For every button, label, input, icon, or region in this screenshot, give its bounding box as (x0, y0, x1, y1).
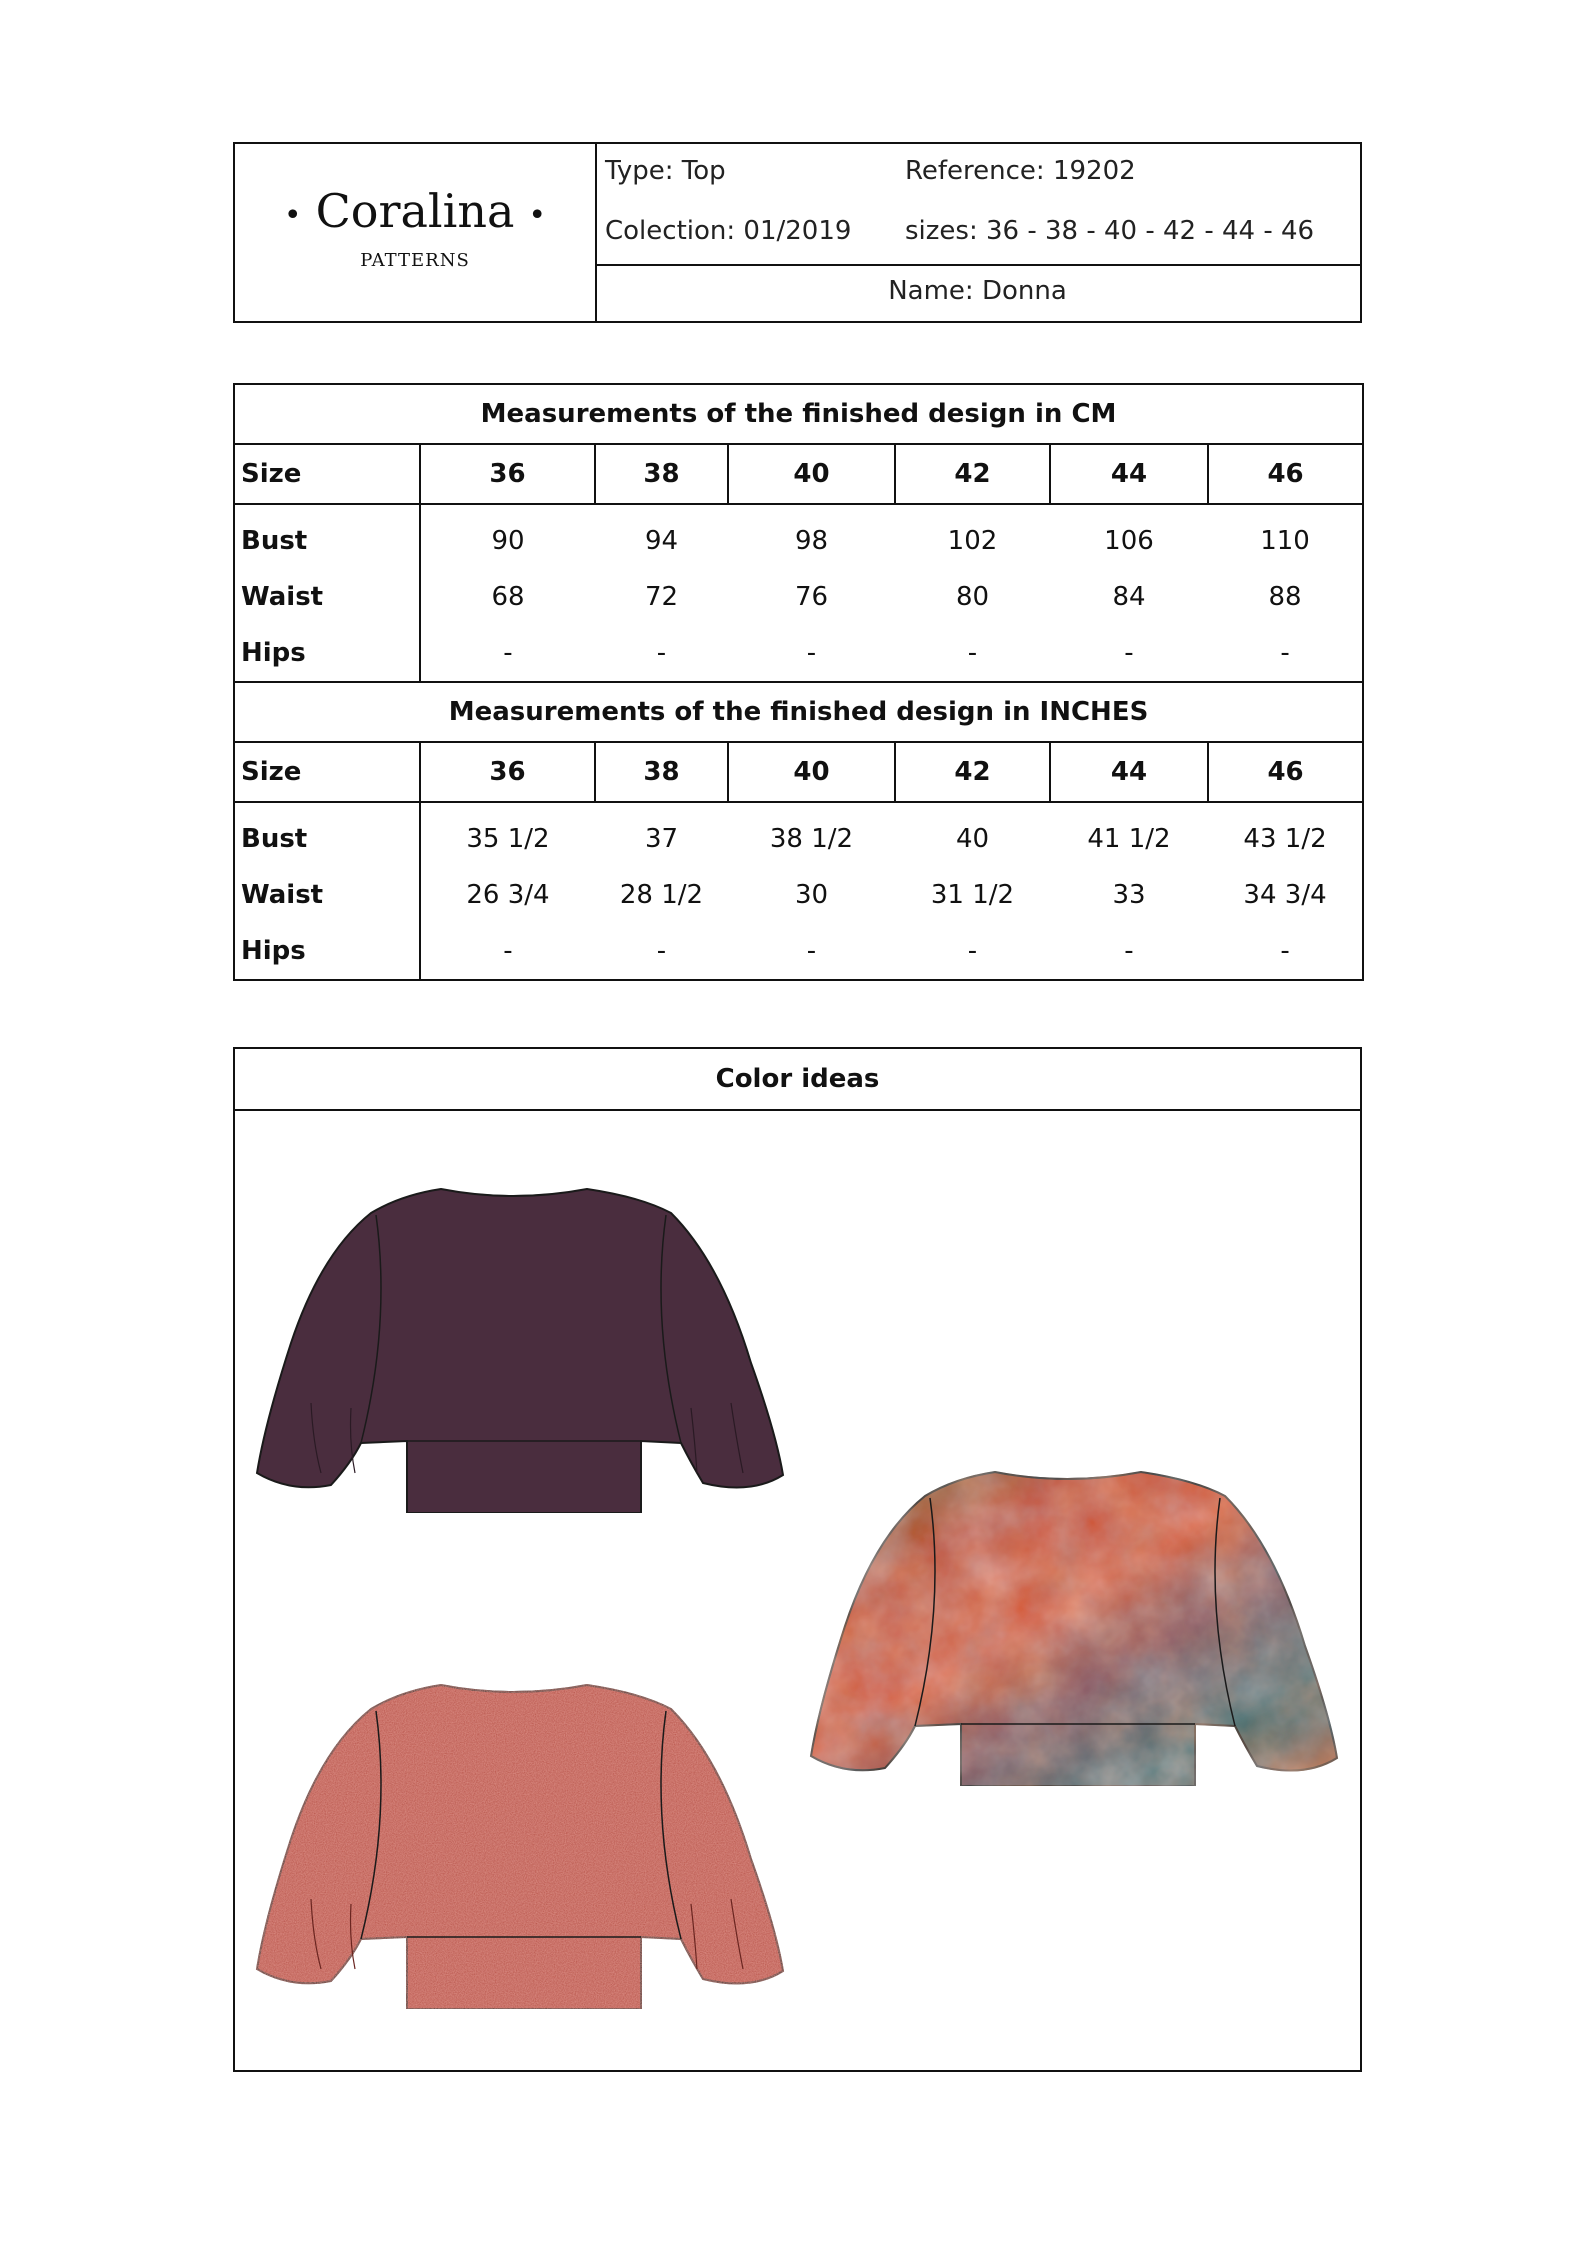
cell: - (1050, 923, 1208, 980)
cell: 80 (955, 582, 990, 612)
cell: - (1208, 923, 1363, 980)
cm-table-title: Measurements of the finished design in CM (234, 384, 1363, 444)
cell: 102 (947, 526, 998, 556)
cell: 37 (644, 824, 679, 854)
inches-size-cell: 36 (420, 742, 595, 802)
cell: 35 1/2 (466, 824, 550, 854)
header-divider (595, 264, 1360, 266)
inches-table-title: Measurements of the finished design in INCHES (234, 682, 1363, 742)
cm-hips-row (234, 625, 1363, 682)
cell: - (728, 625, 895, 682)
cell: - (420, 625, 595, 682)
inches-size-label: Size (234, 742, 420, 802)
cell: - (895, 625, 1050, 682)
plum-top-sketch (251, 1173, 791, 1513)
cell: 26 3/4 (466, 880, 550, 910)
measurements-table (233, 383, 1364, 981)
logo-cell (235, 144, 597, 321)
cell: 94 (644, 526, 679, 556)
cell: 28 1/2 (619, 880, 704, 910)
cell: 43 1/2 (1208, 802, 1363, 867)
brand-logo (235, 184, 595, 238)
brand-dot-left: • (283, 197, 302, 233)
glitter-top-sketch (251, 1669, 791, 2009)
inches-size-cell: 40 (728, 742, 895, 802)
brand-subtitle: PATTERNS (360, 250, 470, 271)
cell: - (595, 625, 728, 682)
row-label: Bust (234, 504, 420, 569)
row-label: Hips (234, 625, 420, 682)
inches-hips-row (234, 923, 1363, 980)
row-label: Hips (234, 923, 420, 980)
cell: - (420, 923, 595, 980)
brand-dot-right: • (528, 197, 547, 233)
cm-size-cell: 42 (895, 444, 1050, 504)
cell: 90 (491, 526, 525, 556)
inches-size-cell: 38 (595, 742, 728, 802)
reference-label: Reference: 19202 (905, 156, 1136, 186)
row-label: Bust (234, 802, 420, 867)
header-box (233, 142, 1362, 323)
cm-size-cell: 38 (595, 444, 728, 504)
print-body (811, 1472, 1337, 1786)
print-top-sketch (801, 1456, 1349, 1786)
cell: 76 (794, 582, 829, 612)
name-label: Name: Donna (888, 276, 1067, 306)
cell: 41 1/2 (1087, 824, 1171, 854)
cm-size-cell: 46 (1208, 444, 1363, 504)
brand-name: Coralina (315, 184, 515, 238)
cell: - (1050, 625, 1208, 682)
cm-size-label: Size (234, 444, 420, 504)
cell: 38 1/2 (769, 824, 854, 854)
cell: 110 (1208, 504, 1363, 569)
color-ideas-box (233, 1047, 1362, 2072)
cell: 98 (794, 526, 829, 556)
inches-title-row (234, 682, 1363, 742)
cell: 84 (1112, 582, 1146, 612)
cm-size-cell: 40 (728, 444, 895, 504)
plum-body (257, 1189, 783, 1513)
cm-size-cell: 36 (420, 444, 595, 504)
inches-size-cell: 42 (895, 742, 1050, 802)
cell: 31 1/2 (930, 880, 1015, 910)
cell: 72 (644, 582, 679, 612)
cell: - (595, 923, 728, 980)
cell: 33 (1112, 880, 1146, 910)
cm-bust-row (234, 504, 1363, 569)
cm-size-row (234, 444, 1363, 504)
sizes-label: sizes: 36 - 38 - 40 - 42 - 44 - 46 (905, 216, 1315, 246)
type-label: Type: Top (605, 156, 726, 186)
cell: 30 (794, 880, 829, 910)
collection-label: Colection: 01/2019 (605, 216, 852, 246)
cm-waist-row (234, 569, 1363, 625)
inches-size-row (234, 742, 1363, 802)
inches-size-cell: 44 (1050, 742, 1208, 802)
color-ideas-title: Color ideas (235, 1049, 1360, 1111)
inches-bust-row (234, 802, 1363, 867)
row-label: Waist (234, 569, 420, 625)
cell: - (1208, 625, 1363, 682)
cell: - (728, 923, 895, 980)
cell: 106 (1104, 526, 1154, 556)
inches-waist-row (234, 867, 1363, 923)
cell: 68 (491, 582, 525, 612)
row-label: Waist (234, 867, 420, 923)
glitter-body (257, 1685, 783, 2009)
cell: 40 (955, 824, 990, 854)
cm-title-row (234, 384, 1363, 444)
cell: - (895, 923, 1050, 980)
cell: 34 3/4 (1208, 867, 1363, 923)
cell: 88 (1208, 569, 1363, 625)
inches-size-cell: 46 (1208, 742, 1363, 802)
cm-size-cell: 44 (1050, 444, 1208, 504)
